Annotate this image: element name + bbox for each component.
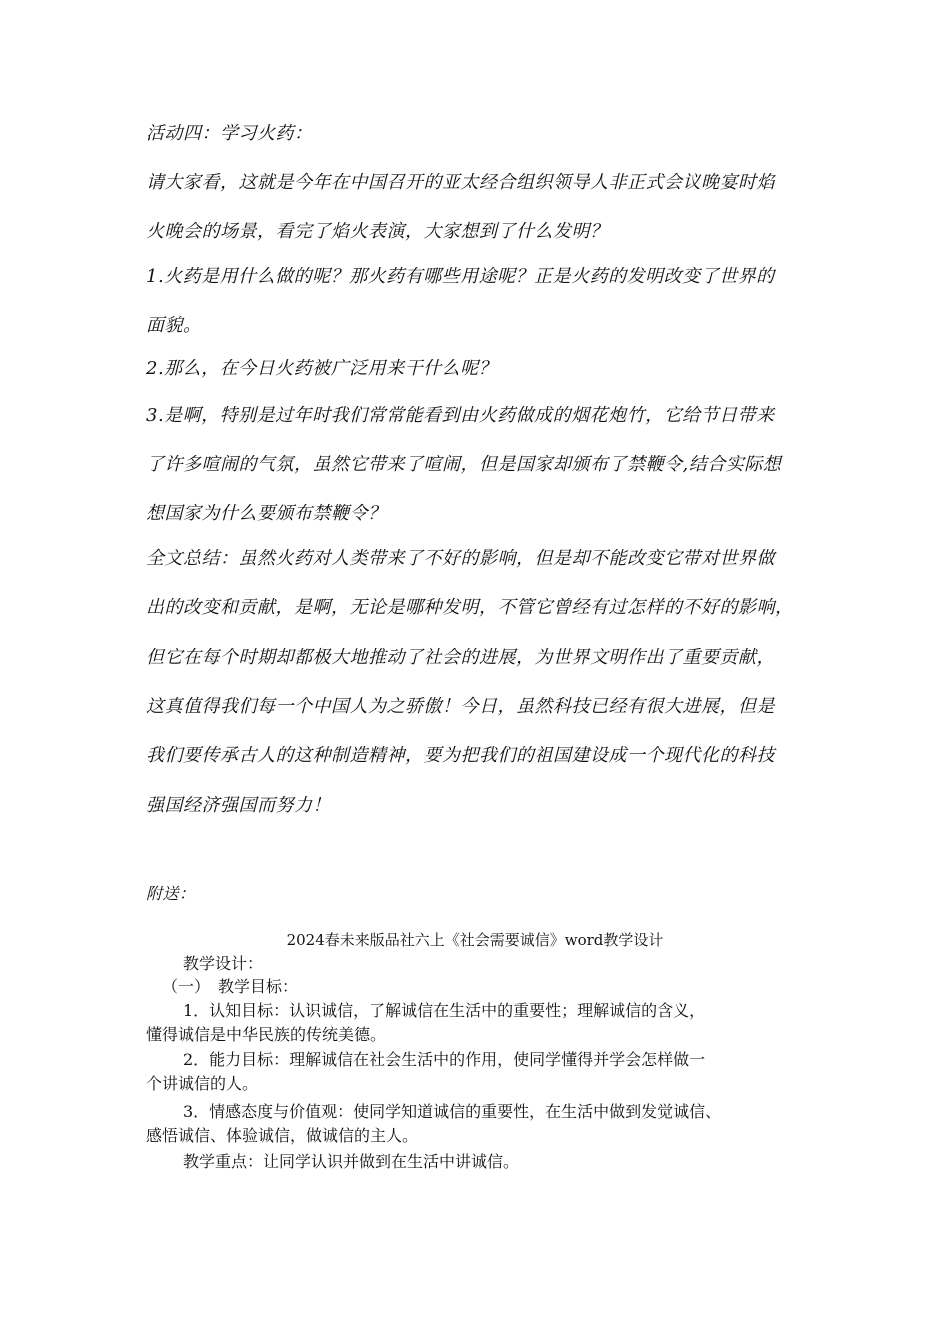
body-line: 个讲诚信的人。 [146,1074,259,1093]
paragraph-line: 1.火药是用什么做的呢？那火药有哪些用途呢？正是火药的发明改变了世界的 [146,266,775,287]
activity-heading: 活动四：学习火药： [146,123,313,144]
body-line: 3．情感态度与价值观：使同学知道诚信的重要性，在生活中做到发觉诚信、 [183,1102,722,1121]
paragraph-line: 2.那么，在今日火药被广泛用来干什么呢？ [146,358,498,379]
body-line: 教学重点：让同学认识并做到在生活中讲诚信。 [183,1152,520,1171]
paragraph-line: 想国家为什么要颁布禁鞭令？ [146,503,387,524]
lesson-plan-title: 2024春未来版品社六上《社会需要诚信》word教学设计 [286,931,664,949]
summary-line: 这真值得我们每一个中国人为之骄傲！今日，虽然科技已经有很大进展，但是 [146,696,775,717]
body-line: 1．认知目标：认识诚信，了解诚信在生活中的重要性；理解诚信的含义， [183,1001,706,1020]
body-line: 2．能力目标：理解诚信在社会生活中的作用，使同学懂得并学会怎样做一 [183,1050,706,1069]
summary-line: 全文总结：虽然火药对人类带来了不好的影响，但是却不能改变它带对世界做 [146,548,775,569]
body-line: 懂得诚信是中华民族的传统美德。 [146,1025,387,1044]
paragraph-line: 了许多喧闹的气氛，虽然它带来了喧闹，但是国家却颁布了禁鞭令,结合实际想 [146,454,782,475]
summary-line: 出的改变和贡献，是啊，无论是哪种发明，不管它曾经有过怎样的不好的影响， [146,597,794,618]
appendix-label: 附送： [146,884,196,903]
body-line: （一） 教学目标： [162,977,299,996]
paragraph-line: 面貌。 [146,315,202,336]
paragraph-line: 请大家看，这就是今年在中国召开的亚太经合组织领导人非正式会议晚宴时焰 [146,172,775,193]
body-line: 教学设计： [183,954,264,973]
paragraph-line: 火晚会的场景，看完了焰火表演，大家想到了什么发明？ [146,221,609,242]
summary-line: 强国经济强国而努力！ [146,795,331,816]
summary-line: 但它在每个时期却都极大地推动了社会的进展，为世界文明作出了重要贡献， [146,647,775,668]
body-line: 感悟诚信、体验诚信，做诚信的主人。 [146,1126,419,1145]
paragraph-line: 3.是啊，特别是过年时我们常常能看到由火药做成的烟花炮竹，它给节日带来 [146,405,775,426]
summary-line: 我们要传承古人的这种制造精神，要为把我们的祖国建设成一个现代化的科技 [146,745,775,766]
